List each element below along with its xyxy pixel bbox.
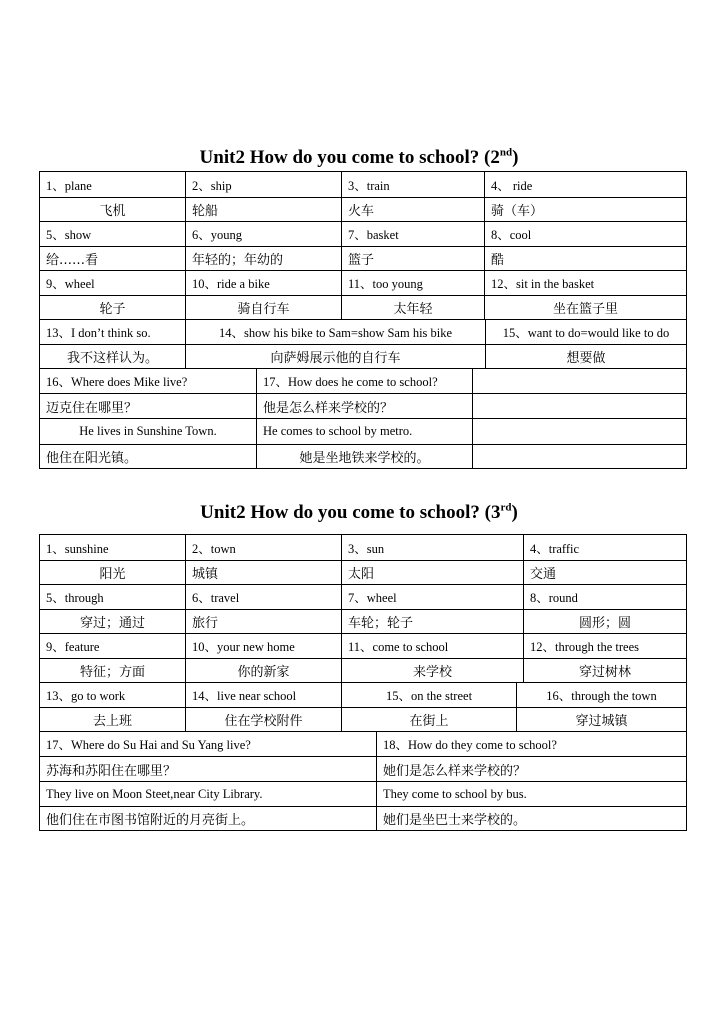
section1-cell: 他住在阳光镇。 [46,451,138,466]
section2-cell: 7、wheel [341,585,523,609]
section1-row [40,197,686,221]
section2-cell: 17、Where do Su Hai and Su Yang live? [46,738,251,752]
section2-cell: 去上班 [92,714,132,729]
section1-cell: 10、ride a bike [185,271,341,295]
section2-cell: 在街上 [341,708,516,731]
section2-row [40,682,686,707]
section2-cell: 1、sunshine [46,541,109,556]
section1-cell: 8、cool [484,222,686,246]
section2-row [40,560,686,584]
section2-cell: They live on Moon Steet,near City Library. [46,786,263,801]
section2-table [39,534,687,831]
section1-row [40,172,686,197]
section2-cell: 12、through the trees [523,634,686,658]
section1-row [40,295,686,319]
section1-row [40,319,686,344]
section1-cell: 篮子 [341,247,484,270]
section2-row [40,609,686,633]
section1-cell: 14、show his bike to Sam=show Sam his bike [185,320,485,344]
section2-cell: 14、live near school [185,683,341,707]
section1-title: Unit2 How do you come to school? (2nd) [199,146,519,168]
section1-cell: 1、plane [46,178,92,193]
section1-row [40,418,686,444]
section1-cell: 9、wheel [46,277,95,291]
section1-row [40,270,686,295]
section2-cell: 旅行 [185,610,341,633]
section2-cell: 9、feature [46,640,100,654]
section2-cell: 18、How do they come to school? [376,732,686,756]
section2-cell: 苏海和苏阳住在哪里？ [46,763,177,779]
section1-row [40,444,686,468]
section1-cell: 坐在篮子里 [484,296,686,319]
section2-cell: 8、round [523,585,686,609]
section2-cell: 交通 [523,561,686,584]
section1-cell: 7、basket [341,222,484,246]
section1-cell: 太年轻 [341,296,484,319]
section2-cell: They come to school by bus. [376,782,686,806]
section2-cell: 3、sun [341,535,523,560]
section2-cell: 你的新家 [185,659,341,682]
section2-cell: 5、through [46,591,104,605]
section1-cell: 轮子 [99,302,126,317]
section1-cell: 给……看 [46,253,99,268]
section2-cell: 来学校 [341,659,523,682]
section1-cell: 6、young [185,222,341,246]
section2-row [40,707,686,731]
section1-row [40,344,686,368]
section1-cell: 酷 [484,247,686,270]
section2-title: Unit2 How do you come to school? (3rd) [200,501,518,523]
section2-cell: 穿过城镇 [516,708,686,731]
section1-cell: 轮船 [185,198,341,221]
section2-row [40,731,686,756]
section1-cell: 13、I don’t think so. [46,326,151,340]
section2-cell: 6、travel [185,585,341,609]
section2-cell: 13、go to work [46,689,126,703]
section1-cell: He lives in Sunshine Town. [79,424,217,438]
section1-cell: 17、How does he come to school? [256,369,472,393]
section2-row [40,535,686,560]
section2-cell: 阳光 [99,567,126,582]
section1-cell: 11、too young [341,271,484,295]
section2-row [40,806,686,830]
section1-cell: 15、want to do=would like to do [485,320,686,344]
section2-cell: 她们是怎么样来学校的？ [376,757,686,781]
section1-cell: 飞机 [99,204,126,219]
section1-cell: 12、sit in the basket [484,271,686,295]
section2-cell: 车轮；轮子 [341,610,523,633]
section2-row [40,658,686,682]
section1-cell: 我不这样认为。 [66,351,158,366]
section1-cell: 年轻的；年幼的 [185,247,341,270]
section1-cell: 4、 ride [484,172,686,197]
section2-cell: 穿过；通过 [79,616,145,631]
section2-row [40,633,686,658]
section1-row [40,368,686,393]
section1-cell: 迈克住在哪里？ [46,400,138,416]
section2-cell: 11、come to school [341,634,523,658]
section1-cell: 16、Where does Mike live? [46,375,188,389]
section2-cell: 16、through the town [516,683,686,707]
section2-cell: 特征；方面 [79,665,145,680]
section1-cell: 她是坐地铁来学校的。 [256,445,472,468]
section1-cell [472,369,686,393]
section1-cell: 他是怎么样来学校的？ [256,394,472,418]
section2-cell: 太阳 [341,561,523,584]
section2-cell: 10、your new home [185,634,341,658]
section2-row [40,756,686,781]
section1-cell [472,419,686,444]
section1-cell [472,394,686,418]
section1-row [40,246,686,270]
section1-table [39,171,687,469]
section2-cell: 他们住在市图书馆附近的月亮街上。 [46,813,255,828]
section2-cell: 穿过树林 [523,659,686,682]
section1-cell: 2、ship [185,172,341,197]
section2-cell: 城镇 [185,561,341,584]
section1-cell: He comes to school by metro. [256,419,472,444]
section2-cell: 住在学校附件 [185,708,341,731]
section1-cell: 3、train [341,172,484,197]
section2-cell: 2、town [185,535,341,560]
section2-cell: 4、traffic [523,535,686,560]
section1-row [40,393,686,418]
section2-cell: 她们是坐巴士来学校的。 [376,807,686,830]
section2-row [40,781,686,806]
section2-cell: 15、on the street [341,683,516,707]
section1-cell: 想要做 [485,345,686,368]
section2-cell: 圆形；圆 [523,610,686,633]
section1-cell: 火车 [341,198,484,221]
section1-row [40,221,686,246]
section1-cell: 骑（车） [484,198,686,221]
section2-row [40,584,686,609]
section1-cell: 向萨姆展示他的自行车 [185,345,485,368]
section1-cell: 5、show [46,228,92,242]
section1-cell: 骑自行车 [185,296,341,319]
section1-cell [472,445,686,468]
